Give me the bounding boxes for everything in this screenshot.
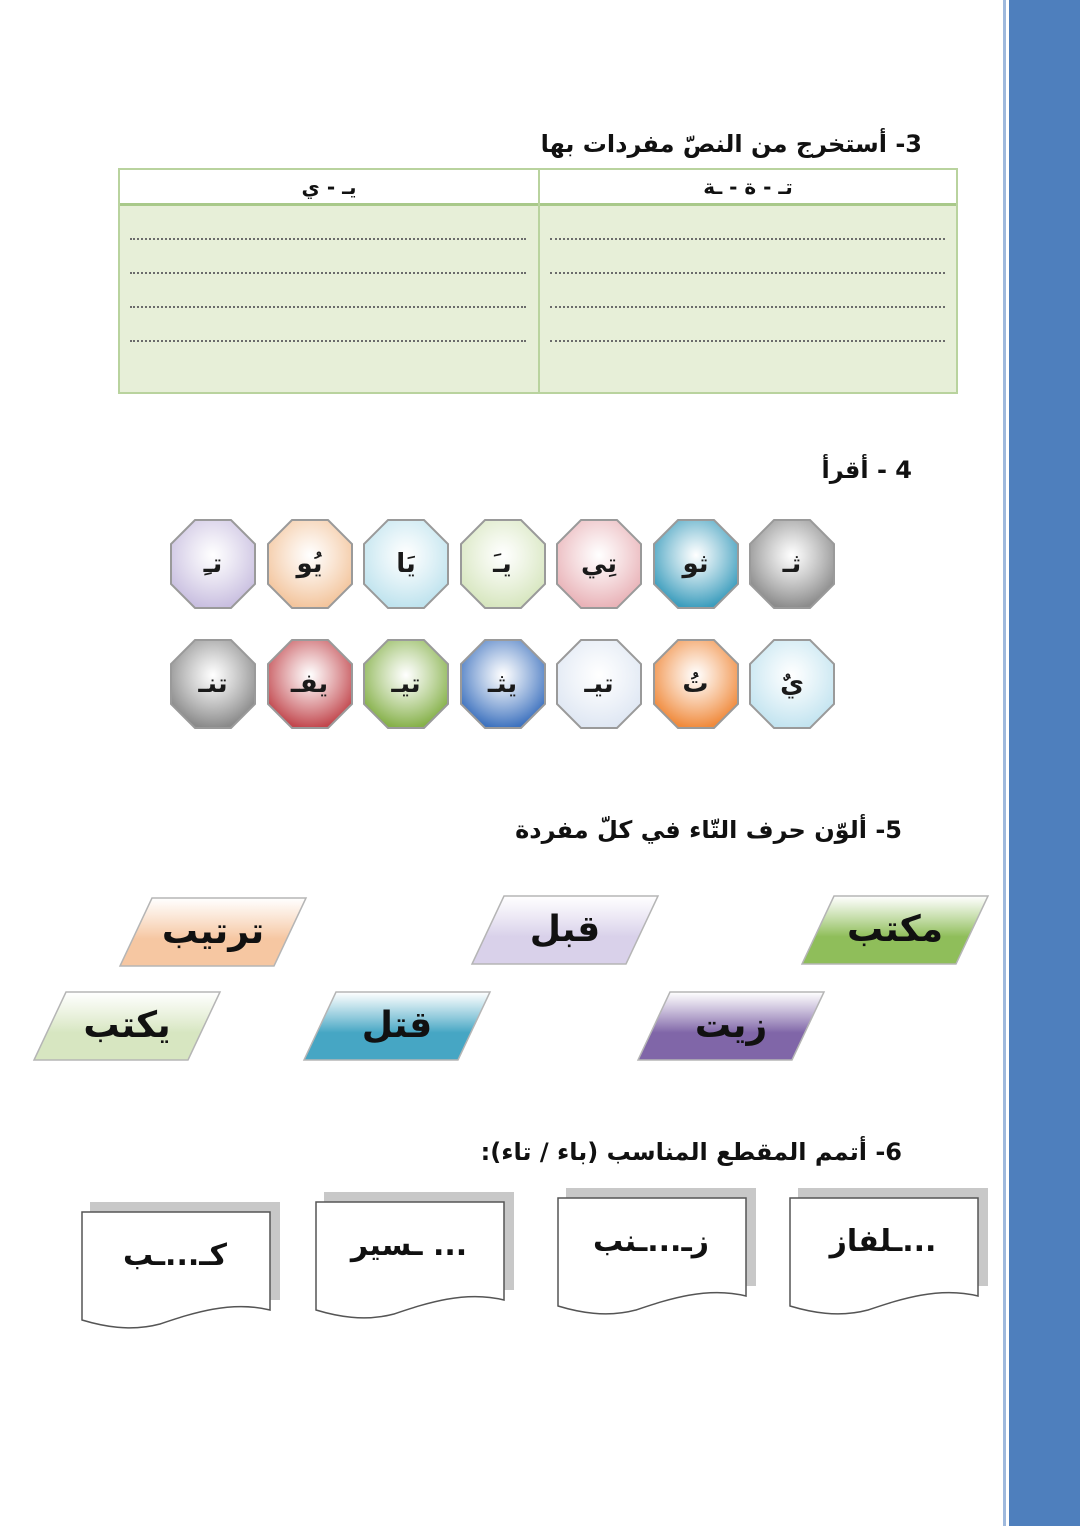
fill-in-card[interactable] — [80, 1202, 280, 1342]
syllable-label: يَا — [396, 549, 416, 579]
syllable-label: يـَ — [493, 549, 512, 579]
syllable-octagon — [748, 638, 836, 730]
word-parallelogram[interactable] — [636, 990, 826, 1062]
word-label: زيت — [694, 1005, 768, 1046]
word-label: مكتب — [846, 909, 944, 950]
word-label: يكتب — [83, 1005, 171, 1046]
syllable-label: ثو — [682, 549, 709, 579]
syllable-octagon — [169, 518, 257, 610]
section4-title: 4 - أقرأ — [821, 456, 912, 484]
syllable-label: تنـ — [198, 669, 228, 699]
answer-line[interactable] — [130, 306, 526, 308]
word-parallelogram[interactable] — [800, 894, 990, 966]
answer-line[interactable] — [550, 238, 945, 240]
word-label: ترتيب — [161, 911, 265, 952]
syllable-octagon — [362, 638, 450, 730]
table-header-left: يـ - ي — [120, 170, 538, 206]
card-text: زـ...ـنب — [593, 1224, 709, 1259]
word-parallelogram[interactable] — [32, 990, 222, 1062]
fill-in-card[interactable] — [788, 1188, 988, 1328]
syllable-octagon — [266, 518, 354, 610]
answer-line[interactable] — [550, 340, 945, 342]
syllable-label: تُ — [682, 669, 709, 699]
syllable-label: تـِ — [203, 549, 223, 579]
syllable-label: يُو — [296, 549, 323, 579]
word-parallelogram[interactable] — [470, 894, 660, 966]
card-text: كـ...ـب — [123, 1238, 227, 1273]
answer-line[interactable] — [550, 306, 945, 308]
syllable-octagon — [652, 638, 740, 730]
section3-title: 3- أستخرج من النصّ مفردات بها — [540, 130, 922, 158]
syllable-label: ثـ — [782, 549, 802, 579]
word-parallelogram[interactable] — [302, 990, 492, 1062]
section6-title: 6- أتمم المقطع المناسب (باء / تاء): — [480, 1138, 902, 1166]
syllable-label: يثـ — [487, 669, 518, 699]
syllable-octagon — [362, 518, 450, 610]
extract-words-table — [118, 168, 958, 394]
answer-line[interactable] — [130, 340, 526, 342]
card-text: ...ـلفاز — [829, 1224, 937, 1259]
syllable-octagon — [459, 518, 547, 610]
syllable-label: تيـ — [584, 669, 614, 699]
syllable-octagon — [748, 518, 836, 610]
page-border — [1000, 0, 1080, 1526]
syllable-label: تِي — [580, 549, 618, 579]
syllable-octagon — [652, 518, 740, 610]
word-parallelogram[interactable] — [118, 896, 308, 968]
syllable-label: يفـ — [290, 669, 329, 699]
syllable-octagon — [169, 638, 257, 730]
syllable-octagon — [555, 518, 643, 610]
syllable-octagon — [266, 638, 354, 730]
word-label: قتل — [361, 1005, 433, 1046]
fill-in-card[interactable] — [314, 1192, 514, 1332]
answer-line[interactable] — [550, 272, 945, 274]
answer-line[interactable] — [130, 238, 526, 240]
syllable-label: تيـ — [391, 669, 421, 699]
syllable-label: يٌ — [780, 669, 804, 699]
syllable-octagon — [555, 638, 643, 730]
table-header-right: تـ - ة - ـة — [540, 170, 956, 206]
section5-title: 5- ألوّن حرف التّاء في كلّ مفردة — [515, 816, 902, 844]
fill-in-card[interactable] — [556, 1188, 756, 1328]
answer-line[interactable] — [130, 272, 526, 274]
word-label: قبل — [529, 909, 601, 950]
syllable-octagon — [459, 638, 547, 730]
card-text: ... ـسير — [350, 1228, 468, 1263]
